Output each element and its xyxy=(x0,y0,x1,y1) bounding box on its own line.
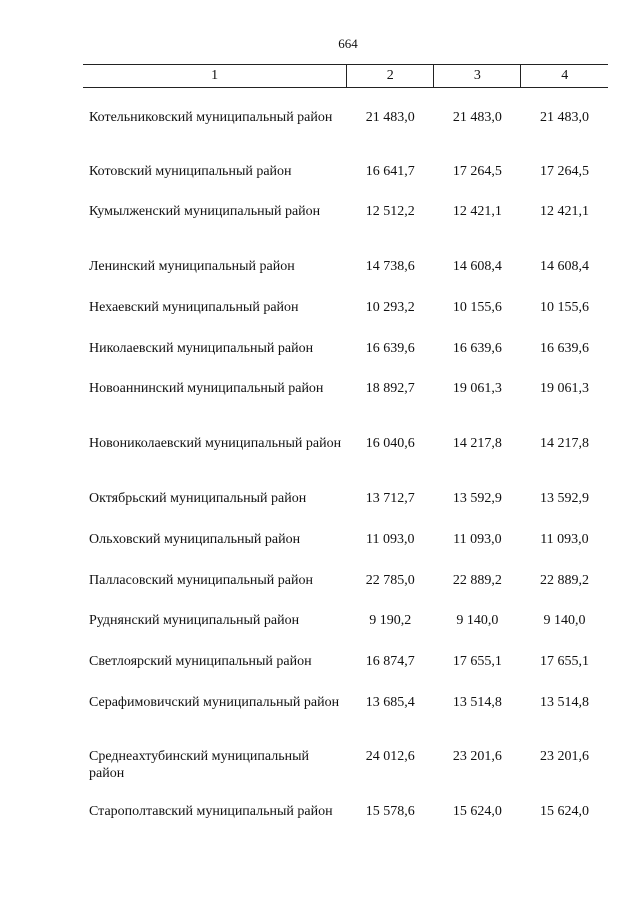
value-col-3: 9 140,0 xyxy=(456,613,499,628)
district-name: Новониколаевский муниципальный район xyxy=(89,436,342,451)
value-col-3: 13 514,8 xyxy=(452,695,502,710)
value-col-4: 14 217,8 xyxy=(539,436,589,451)
value-col-3: 23 201,6 xyxy=(452,749,502,764)
value-col-4: 12 421,1 xyxy=(539,204,589,219)
district-name: Серафимовичский муниципальный район xyxy=(89,695,340,710)
table-row xyxy=(83,275,608,316)
value-col-2: 21 483,0 xyxy=(365,109,415,125)
district-name: Старополтавский муниципальный район xyxy=(89,804,333,819)
value-col-2: 16 639,6 xyxy=(365,341,415,356)
value-col-2: 24 012,6 xyxy=(365,749,415,764)
district-name: Светлоярский муниципальный район xyxy=(89,654,312,669)
value-col-4: 13 592,9 xyxy=(539,491,589,506)
value-col-4: 15 624,0 xyxy=(539,804,589,819)
value-col-2: 10 293,2 xyxy=(365,300,415,315)
value-col-3: 10 155,6 xyxy=(452,300,502,315)
value-col-2: 16 040,6 xyxy=(365,436,415,451)
district-name: Ленинский муниципальный район xyxy=(89,259,295,274)
column-header-2: 2 xyxy=(347,65,434,88)
district-name: Кумылженский муниципальный район xyxy=(89,204,321,219)
value-col-4: 19 061,3 xyxy=(539,381,589,396)
value-col-3: 14 608,4 xyxy=(452,259,502,274)
value-col-3: 16 639,6 xyxy=(452,341,502,356)
value-col-2: 16 874,7 xyxy=(365,654,415,669)
table-row xyxy=(83,220,608,275)
value-col-3: 19 061,3 xyxy=(452,381,502,396)
value-col-3: 11 093,0 xyxy=(453,532,502,547)
value-col-3: 22 889,2 xyxy=(452,573,502,588)
value-col-4: 14 608,4 xyxy=(539,259,589,274)
table-row xyxy=(83,357,608,397)
value-col-2: 13 712,7 xyxy=(365,491,415,506)
value-col-3: 17 264,5 xyxy=(452,164,502,179)
value-col-4: 9 140,0 xyxy=(543,613,586,628)
district-name: Ольховский муниципальный район xyxy=(89,532,301,547)
table-row xyxy=(83,629,608,670)
column-header-4: 4 xyxy=(521,65,608,88)
district-name: Николаевский муниципальный район xyxy=(89,341,314,356)
column-header-3: 3 xyxy=(434,65,521,88)
table-row xyxy=(83,180,608,220)
value-col-4: 10 155,6 xyxy=(539,300,589,315)
table-row xyxy=(83,782,608,820)
table-row xyxy=(83,548,608,589)
value-col-4: 11 093,0 xyxy=(540,532,589,547)
value-col-2: 13 685,4 xyxy=(365,695,415,710)
value-col-3: 13 592,9 xyxy=(452,491,502,506)
table-row xyxy=(83,670,608,711)
value-col-4: 17 264,5 xyxy=(539,164,589,179)
district-name: Руднянский муниципальный район xyxy=(89,613,300,628)
value-col-2: 11 093,0 xyxy=(366,532,415,547)
table-row xyxy=(83,507,608,548)
table-row xyxy=(83,711,608,782)
value-col-2: 15 578,6 xyxy=(365,804,415,819)
district-name: Котовский муниципальный район xyxy=(89,164,292,179)
district-name: Нехаевский муниципальный район xyxy=(89,300,299,315)
value-col-3: 12 421,1 xyxy=(452,204,502,219)
district-name: Октябрьский муниципальный район xyxy=(89,491,307,506)
district-name: Новоаннинский муниципальный район xyxy=(89,381,324,396)
value-col-2: 22 785,0 xyxy=(365,573,415,588)
value-col-4: 22 889,2 xyxy=(539,573,589,588)
table-row xyxy=(83,452,608,507)
value-col-2: 12 512,2 xyxy=(365,204,415,219)
table-row xyxy=(83,589,608,629)
value-col-4: 16 639,6 xyxy=(539,341,589,356)
value-col-2: 9 190,2 xyxy=(369,613,412,628)
value-col-4: 21 483,0 xyxy=(539,109,589,125)
value-col-2: 18 892,7 xyxy=(365,381,415,396)
value-col-2: 14 738,6 xyxy=(365,259,415,274)
table-body xyxy=(83,88,608,821)
value-col-2: 16 641,7 xyxy=(365,164,415,179)
value-col-3: 21 483,0 xyxy=(452,109,502,125)
district-name: Котельниковский муниципальный район xyxy=(89,109,333,125)
value-col-4: 17 655,1 xyxy=(539,654,589,669)
data-table xyxy=(83,64,608,820)
value-col-3: 15 624,0 xyxy=(452,804,502,819)
district-name: Среднеахтубинский муниципальный район xyxy=(89,749,310,781)
value-col-3: 14 217,8 xyxy=(452,436,502,451)
table-row xyxy=(83,126,608,181)
table-row xyxy=(83,316,608,357)
value-col-3: 17 655,1 xyxy=(452,654,502,669)
district-name: Палласовский муниципальный район xyxy=(89,573,313,588)
value-col-4: 23 201,6 xyxy=(539,749,589,764)
table-row xyxy=(83,397,608,452)
table-row xyxy=(83,88,608,126)
column-header-1: 1 xyxy=(83,65,347,88)
value-col-4: 13 514,8 xyxy=(539,695,589,710)
table-header-row xyxy=(83,65,608,88)
page-number: 664 xyxy=(338,36,358,51)
